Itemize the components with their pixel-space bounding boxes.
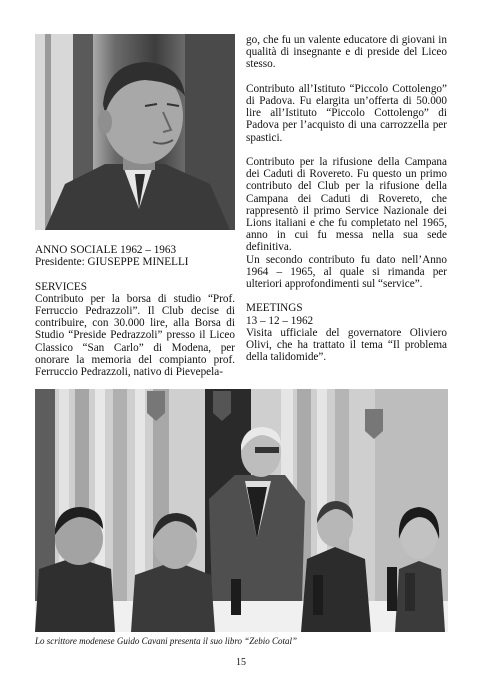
continuation-text: go, che fu un valente educatore di giovani in qualità di insegnante e di preside del Liceo stesso. xyxy=(246,34,447,71)
photo-caption: Lo scrittore modenese Guido Cavani presenta il suo libro “Zebio Cotal” xyxy=(35,636,298,646)
left-column xyxy=(35,244,235,378)
meeting-text: Visita ufficiale del governatore Oliviero Olivi, che ha trattato il tema “Il problema della talidomide”. xyxy=(246,326,447,364)
banquet-illustration xyxy=(35,389,448,632)
social-year: ANNO SOCIALE 1962 – 1963 xyxy=(35,244,177,256)
page-number: 15 xyxy=(236,657,246,668)
services-text: Contributo per la borsa di studio “Prof. Ferruccio Pedrazzoli”. Il Club decise di contribuire, con 30.000 lire, alla Borsa di Studio “Preside Pedrazzoli” presso il Liceo Classico “San Carlo” di Modena, per onorare la memoria del compianto prof. Ferruccio Pedrazzoli, nativo di Pievepela- xyxy=(35,292,235,379)
services-heading: SERVICES xyxy=(35,280,87,293)
portrait-illustration xyxy=(35,34,235,230)
paragraph-campana: Contributo per la rifusione della Campana dei Caduti di Rovereto. Fu questo un primo contributo del Club per la rifusione della Campana dei Caduti di Rovereto, che rappresentò il primo Service Nazionale dei Lions italiani e che fu completato nel 1965, anno in cui fu messa nella sua sede definitiva. xyxy=(246,156,447,254)
banquet-photo xyxy=(35,389,448,632)
paragraph-second-contribution: Un secondo contributo fu dato nell’Anno 1964 – 1965, al quale si rimanda per ulteriori approfondimenti sul “service”. xyxy=(246,253,447,291)
paragraph-cottolengo: Contributo all’Istituto “Piccolo Cottolengo” di Padova. Fu elargita un’offerta di 50.000 lire all’Istituto “Piccolo Cottolengo” di Padova per l’acquisto di una carrozzella per spastici. xyxy=(246,82,447,144)
portrait-photo xyxy=(35,34,235,230)
meeting-date: 13 – 12 – 1962 xyxy=(246,314,314,327)
right-column xyxy=(246,34,447,363)
meetings-heading: MEETINGS xyxy=(246,302,303,315)
president-line: Presidente: GIUSEPPE MINELLI xyxy=(35,256,189,269)
